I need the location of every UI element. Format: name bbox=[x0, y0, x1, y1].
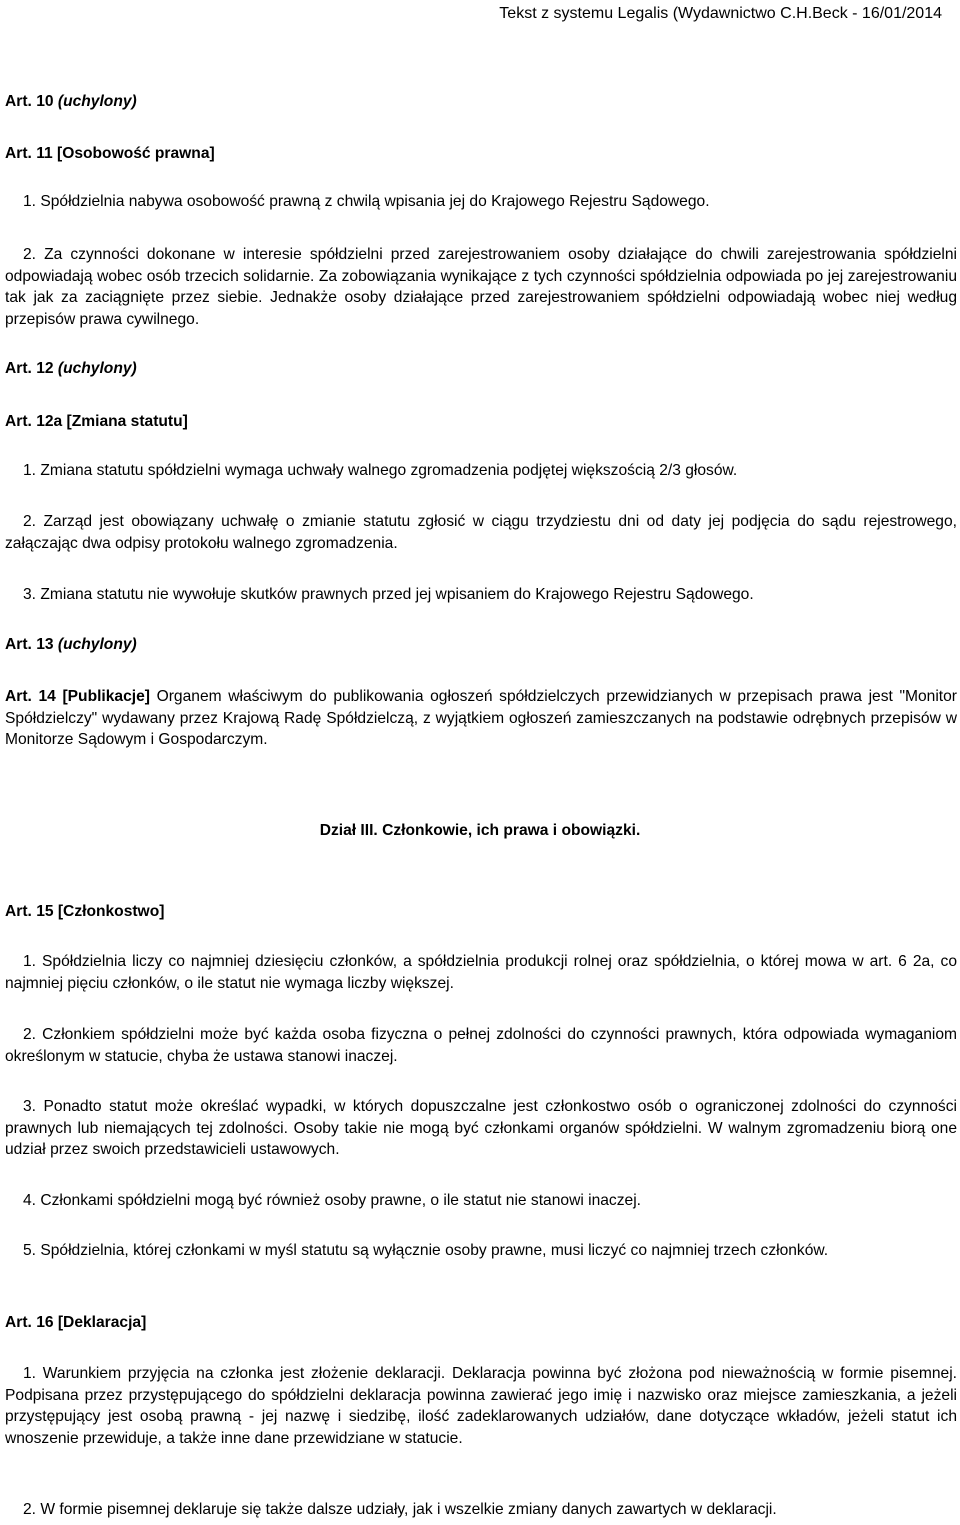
article-12 bbox=[5, 358, 957, 380]
article-15-paragraph-1: 1. Spółdzielnia liczy co najmniej dziesięciu członków, a spółdzielnia produkcji rolnej oraz spółdzielnia, o której mowa w art. 6 2a, co najmniej pięciu członków, o ile statut nie wymaga liczby większej. bbox=[5, 953, 957, 992]
article-10-label: Art. 10 bbox=[5, 93, 54, 110]
article-12a-paragraph-3: 3. Zmiana statutu nie wywołuje skutków prawnych przed jej wpisaniem do Krajowego Rejestru Sądowego. bbox=[23, 586, 754, 603]
article-11-paragraph-1: 1. Spółdzielnia nabywa osobowość prawną z chwilą wpisania jej do Krajowego Rejestru Sądowego. bbox=[23, 193, 710, 210]
section-heading: Dział III. Członkowie, ich prawa i obowiązki. bbox=[319, 822, 641, 839]
article-14-text: Organem właściwym do publikowania ogłoszeń spółdzielczych przewidzianych w przepisach prawa jest "Monitor Spółdzielczy" wydawany przez Krajową Radę Spółdzielczą, z wyjątkiem ogłoszeń zamieszczanych na podstawie odrębnych przepisów w Monitorze Sądowym i Gospodarczym. bbox=[5, 688, 957, 748]
article-10-status: (uchylony) bbox=[57, 93, 137, 110]
article-15-paragraph-5: 5. Spółdzielnia, której członkami w myśl statutu są wyłącznie osoby prawne, musi liczyć co najmniej trzech członków. bbox=[23, 1242, 829, 1259]
article-15-paragraph-2: 2. Członkiem spółdzielni może być każda osoba fizyczna o pełnej zdolności do czynności prawnych, która odpowiada wymaganiom określonym w statucie, chyba że ustawa stanowi inaczej. bbox=[5, 1026, 957, 1065]
article-11-paragraph-2: 2. Za czynności dokonane w interesie spółdzielni przed zarejestrowaniem osoby działające do chwili zarejestrowania spółdzielni odpowiadają wobec osób trzecich solidarnie. Za zobowiązania wynikające z tych czynności spółdzielnia odpowiada po jej zarejestrowaniu tak jak za zaciągnięte przez siebie. Jednakże osoby działające przed zarejestrowaniem spółdzielni odpowiadają wobec niej według przepisów prawa cywilnego. bbox=[5, 246, 957, 328]
article-13 bbox=[5, 634, 957, 656]
document-header: Tekst z systemu Legalis (Wydawnictwo C.H.Beck - 16/01/2014 bbox=[499, 5, 942, 22]
article-15-paragraph-4: 4. Członkami spółdzielni mogą być również osoby prawne, o ile statut nie stanowi inaczej. bbox=[23, 1192, 641, 1209]
article-13-label: Art. 13 bbox=[5, 636, 54, 653]
article-15-title: Art. 15 [Członkostwo] bbox=[5, 903, 165, 920]
article-13-status: (uchylony) bbox=[57, 636, 137, 653]
article-14-title: Art. 14 [Publikacje] bbox=[5, 688, 150, 705]
article-12a-paragraph-1: 1. Zmiana statutu spółdzielni wymaga uchwały walnego zgromadzenia podjętej większością 2/3 głosów. bbox=[23, 462, 738, 479]
article-15-paragraph-3: 3. Ponadto statut może określać wypadki, w których dopuszczalne jest członkostwo osób o ograniczonej zdolności do czynności prawnych lub niemających tej zdolności. Osoby takie nie mogą być członkami organów spółdzielni. W walnym zgromadzeniu biorą one udział przez swoich przedstawicieli ustawowych. bbox=[5, 1098, 957, 1158]
article-12a-title: Art. 12a [Zmiana statutu] bbox=[5, 413, 188, 430]
article-16-paragraph-1: 1. Warunkiem przyjęcia na członka jest złożenie deklaracji. Deklaracja powinna być złożona pod nieważnością w formie pisemnej. Podpisana przez przystępującego do spółdzielni deklaracja powinna zawierać jego imię i nazwisko oraz miejsce zamieszkania, a jeżeli przystępujący jest osobą prawną - jej nazwę i siedzibę, ilość zadeklarowanych udziałów, dane dotyczące wkładów, jeżeli statut ich wnoszenie przewiduje, a także inne dane przewidziane w statucie. bbox=[5, 1365, 957, 1447]
article-12-label: Art. 12 bbox=[5, 360, 54, 377]
article-12-status: (uchylony) bbox=[57, 360, 137, 377]
article-11-title: Art. 11 [Osobowość prawna] bbox=[5, 145, 215, 162]
article-16-paragraph-2: 2. W formie pisemnej deklaruje się także dalsze udziały, jak i wszelkie zmiany danych zawartych w deklaracji. bbox=[23, 1501, 777, 1518]
article-10 bbox=[5, 91, 957, 113]
article-12a-paragraph-2: 2. Zarząd jest obowiązany uchwałę o zmianie statutu zgłosić w ciągu trzydziestu dni od daty jej podjęcia do sądu rejestrowego, załączając dwa odpisy protokołu walnego zgromadzenia. bbox=[5, 513, 957, 552]
article-14 bbox=[5, 686, 957, 751]
article-16-title: Art. 16 [Deklaracja] bbox=[5, 1314, 147, 1331]
